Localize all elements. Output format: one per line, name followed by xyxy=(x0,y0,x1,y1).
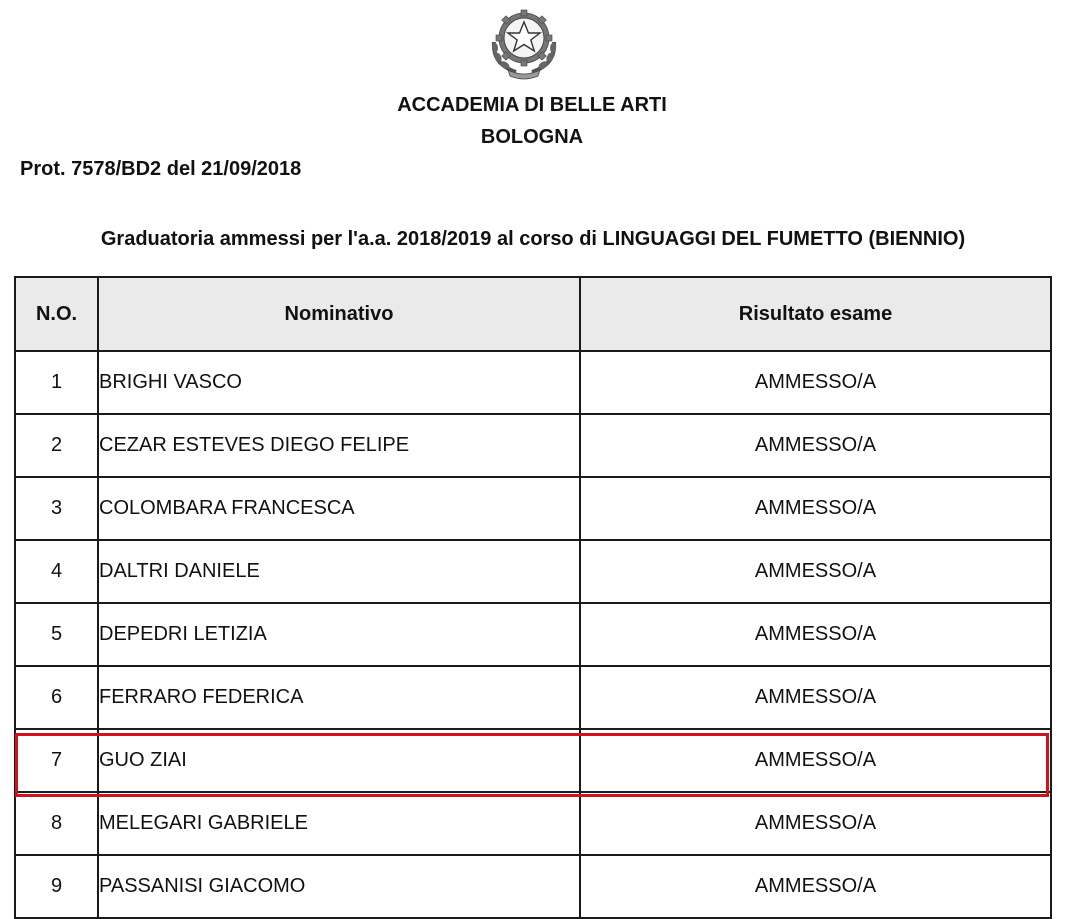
row-number: 2 xyxy=(15,414,98,477)
institution-name: ACCADEMIA DI BELLE ARTI xyxy=(397,94,667,116)
row-number: 8 xyxy=(15,792,98,855)
table-row xyxy=(15,477,1051,540)
row-number: 6 xyxy=(15,666,98,729)
row-number: 7 xyxy=(15,729,98,792)
table-row xyxy=(15,855,1051,918)
document-title: Graduatoria ammessi per l'a.a. 2018/2019 al corso di LINGUAGGI DEL FUMETTO (BIENNIO) xyxy=(100,228,966,250)
table-row xyxy=(15,666,1051,729)
row-name: MELEGARI GABRIELE xyxy=(98,792,580,855)
row-result: AMMESSO/A xyxy=(580,477,1051,540)
table-row xyxy=(15,540,1051,603)
row-result: AMMESSO/A xyxy=(580,855,1051,918)
table-row xyxy=(15,603,1051,666)
row-name: PASSANISI GIACOMO xyxy=(98,855,580,918)
row-result: AMMESSO/A xyxy=(580,603,1051,666)
row-name: COLOMBARA FRANCESCA xyxy=(98,477,580,540)
admissions-table xyxy=(14,276,1052,919)
column-header-number: N.O. xyxy=(15,277,98,351)
row-result: AMMESSO/A xyxy=(580,729,1051,792)
row-name: CEZAR ESTEVES DIEGO FELIPE xyxy=(98,414,580,477)
row-result: AMMESSO/A xyxy=(580,792,1051,855)
row-name: DALTRI DANIELE xyxy=(98,540,580,603)
table-header-row xyxy=(15,277,1051,351)
row-number: 1 xyxy=(15,351,98,414)
row-result: AMMESSO/A xyxy=(580,414,1051,477)
table-row xyxy=(15,351,1051,414)
row-number: 3 xyxy=(15,477,98,540)
row-result: AMMESSO/A xyxy=(580,351,1051,414)
row-result: AMMESSO/A xyxy=(580,666,1051,729)
table-row-highlighted xyxy=(15,729,1051,792)
row-name: DEPEDRI LETIZIA xyxy=(98,603,580,666)
italian-republic-emblem-icon xyxy=(484,2,564,80)
row-name: BRIGHI VASCO xyxy=(98,351,580,414)
row-name: GUO ZIAI xyxy=(98,729,580,792)
column-header-name: Nominativo xyxy=(98,277,580,351)
table-row xyxy=(15,414,1051,477)
institution-city: BOLOGNA xyxy=(480,126,584,148)
row-name: FERRARO FEDERICA xyxy=(98,666,580,729)
table-row xyxy=(15,792,1051,855)
row-number: 5 xyxy=(15,603,98,666)
row-number: 4 xyxy=(15,540,98,603)
column-header-result: Risultato esame xyxy=(580,277,1051,351)
row-result: AMMESSO/A xyxy=(580,540,1051,603)
protocol-number: Prot. 7578/BD2 del 21/09/2018 xyxy=(20,158,302,180)
row-number: 9 xyxy=(15,855,98,918)
